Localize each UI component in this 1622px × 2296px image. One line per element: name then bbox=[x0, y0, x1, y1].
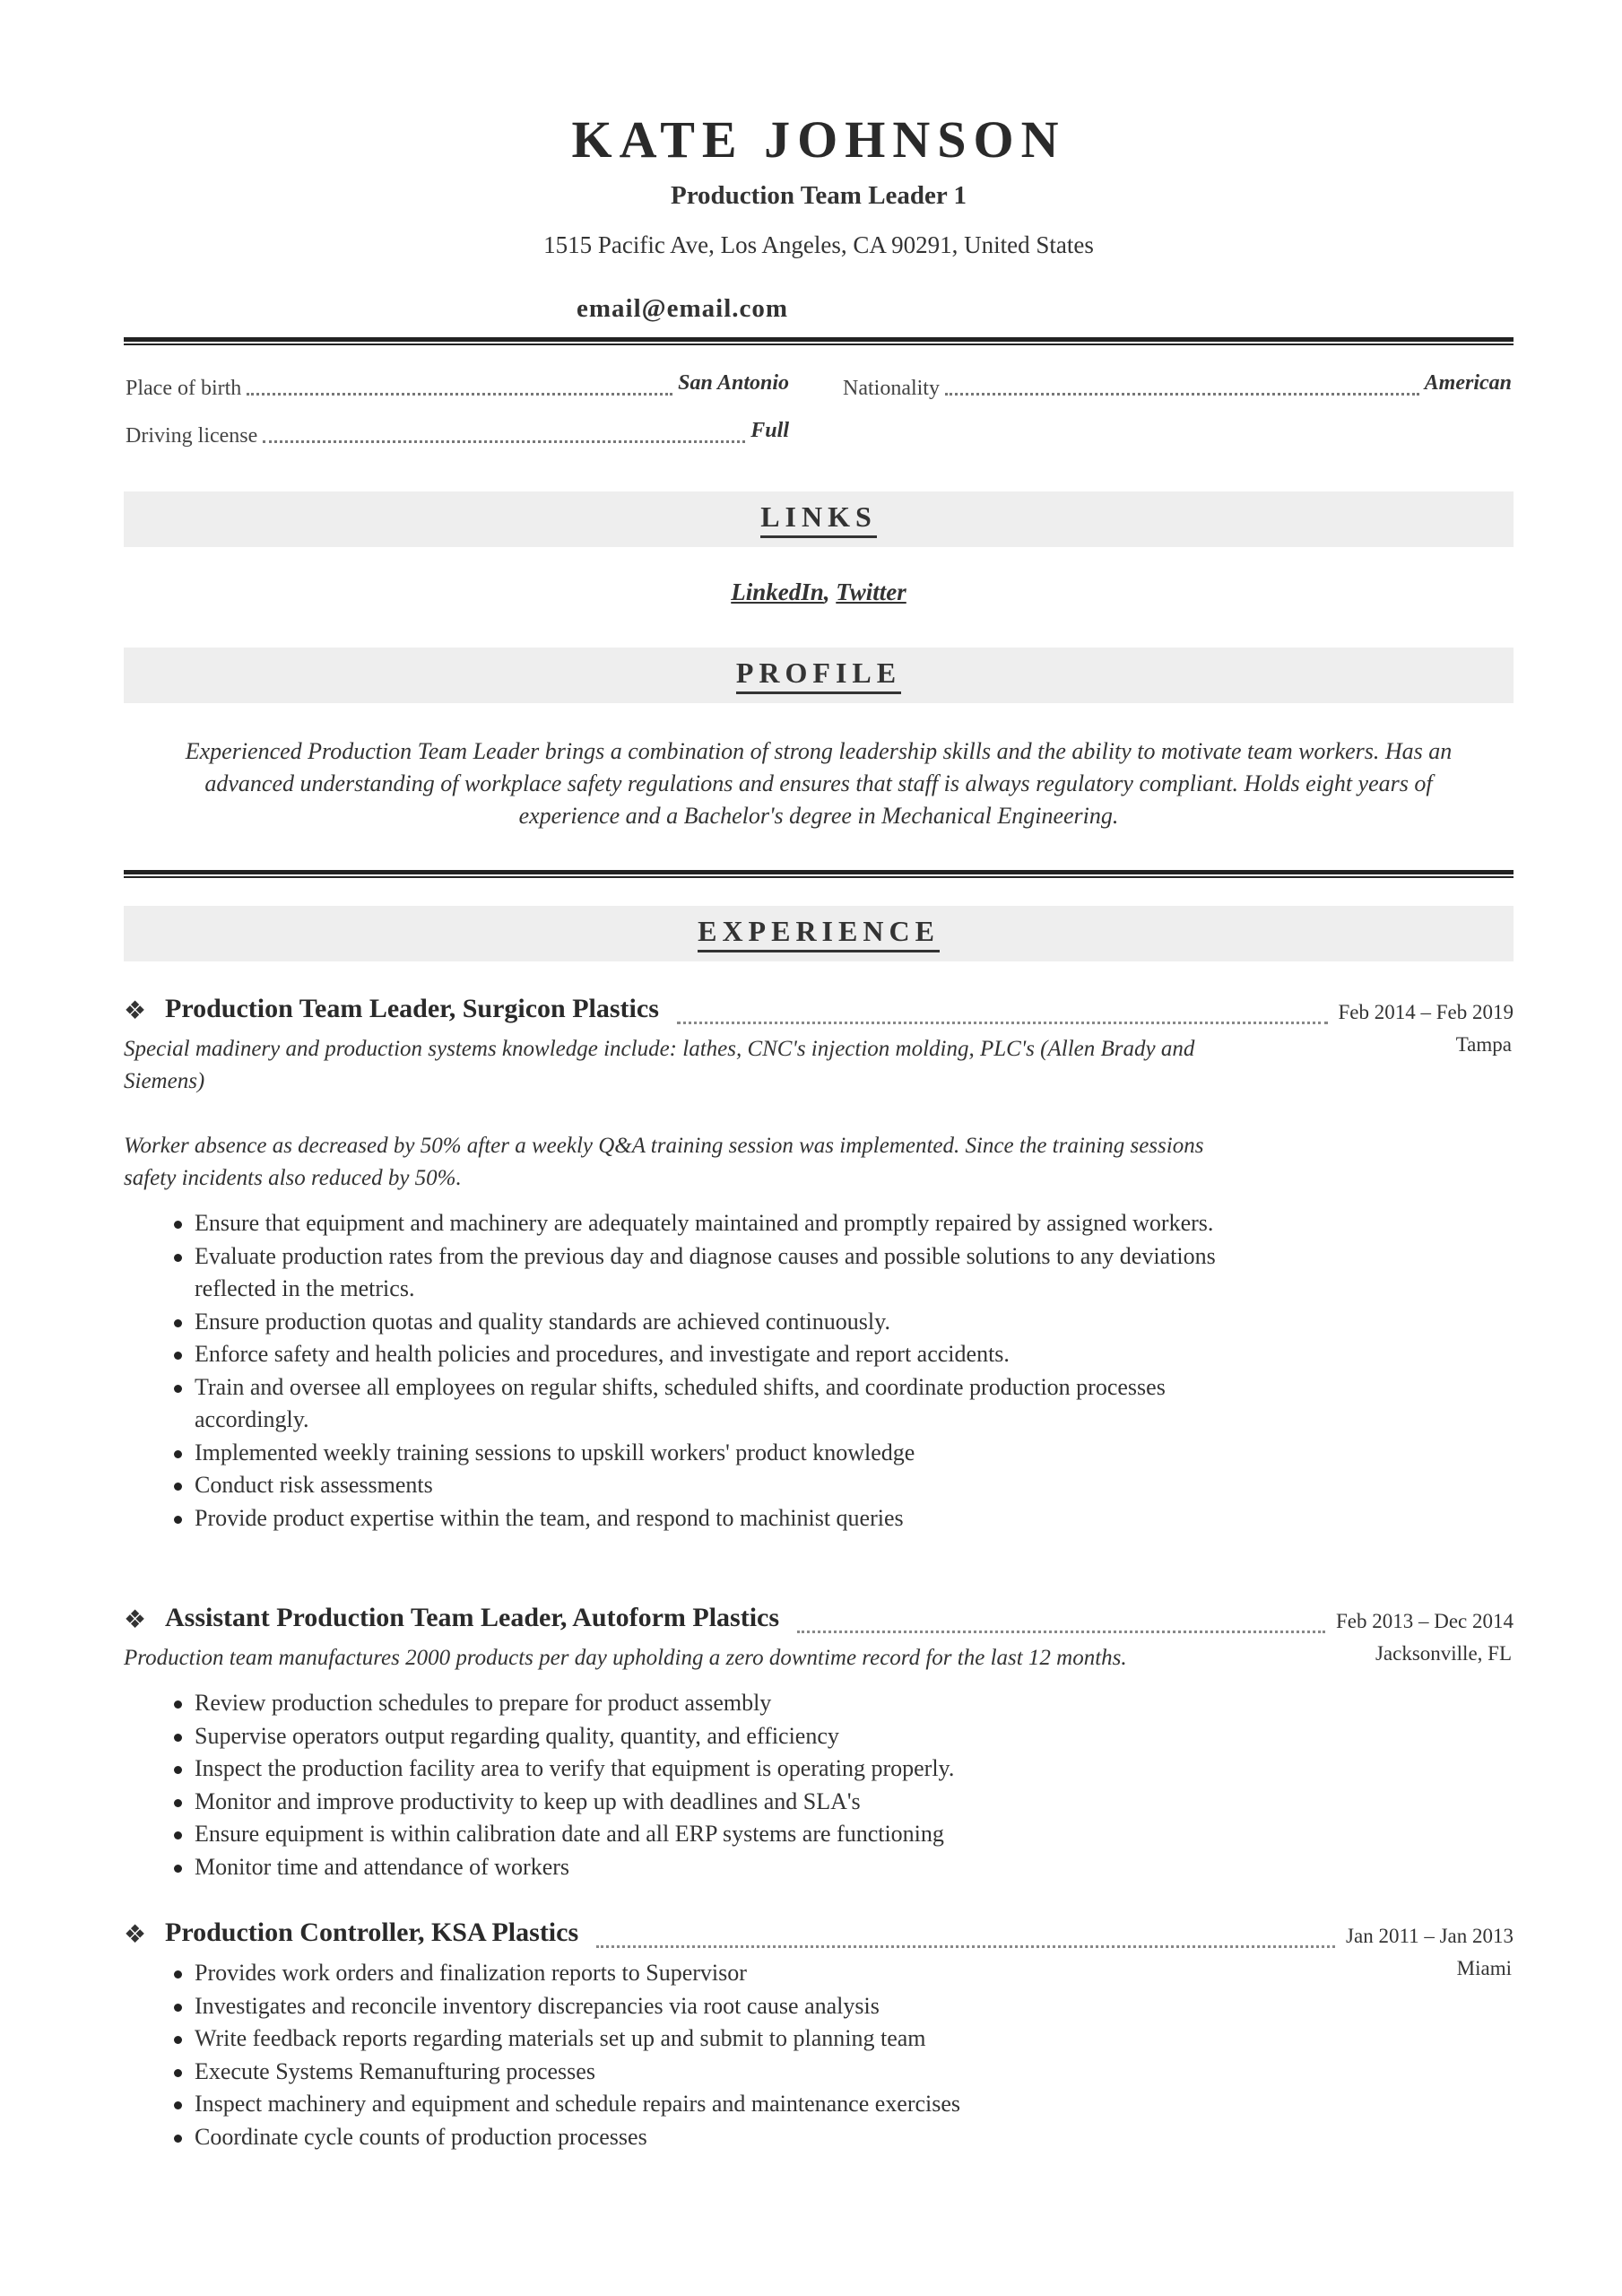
job-title: Production Team Leader 1 bbox=[670, 181, 967, 210]
job-entry bbox=[124, 1918, 1514, 2153]
job-entry bbox=[124, 994, 1514, 1535]
list-item: Provides work orders and finalization reports to Supervisor bbox=[124, 1957, 1280, 1990]
list-item: Inspect the production facility area to verify that equipment is operating properly. bbox=[124, 1752, 1280, 1786]
link-separator: , bbox=[823, 578, 830, 605]
job-dates: Feb 2013 – Dec 2014 bbox=[1335, 1610, 1514, 1632]
divider bbox=[124, 337, 1514, 345]
profile-section-header bbox=[124, 648, 1514, 703]
job-location: Miami bbox=[1456, 1957, 1512, 1979]
job-location: Jacksonville, FL bbox=[1375, 1642, 1512, 1665]
job-dates: Feb 2014 – Feb 2019 bbox=[1338, 1001, 1514, 1023]
job-bullets bbox=[124, 1207, 1514, 1535]
list-item: Monitor and improve productivity to keep up with deadlines and SLA's bbox=[124, 1786, 1280, 1819]
job-entry-title: Assistant Production Team Leader, Autoform Plastics bbox=[165, 1603, 780, 1632]
linkedin-link[interactable]: LinkedIn bbox=[731, 578, 824, 605]
candidate-name: KATE JOHNSON bbox=[571, 110, 1066, 169]
profile-summary: Experienced Production Team Leader brings a combination of strong leadership skills and the ability to motivate team workers. Has an advanced understanding of workplace safety regulations and ensures that staff is always regulatory compliant. Holds eight years of experience and a Bachelor's degree in Mechanical Engineering. bbox=[185, 738, 1453, 829]
links-list bbox=[124, 578, 1514, 606]
driving-license-label: Driving license bbox=[126, 424, 258, 448]
list-item: Supervise operators output regarding quality, quantity, and efficiency bbox=[124, 1720, 1280, 1753]
nationality-label: Nationality bbox=[843, 377, 940, 400]
list-item: Evaluate production rates from the previous day and diagnose causes and possible solutions to any deviations reflected in the metrics. bbox=[124, 1240, 1280, 1306]
list-item: Ensure that equipment and machinery are adequately maintained and promptly repaired by assigned workers. bbox=[124, 1207, 1280, 1240]
job-description: Worker absence as decreased by 50% after a weekly Q&A training session was implemented. Since the training sessions safety incidents also reduced by 50%. bbox=[124, 1134, 1204, 1190]
job-entry-title: Production Controller, KSA Plastics bbox=[165, 1918, 579, 1947]
list-item: Execute Systems Remanufturing processes bbox=[124, 2056, 1280, 2089]
links-heading: LINKS bbox=[760, 500, 877, 538]
driving-license-value: Full bbox=[750, 419, 789, 442]
list-item: Coordinate cycle counts of production processes bbox=[124, 2121, 1280, 2154]
list-item: Review production schedules to prepare for product assembly bbox=[124, 1687, 1280, 1720]
profile-heading: PROFILE bbox=[736, 657, 901, 694]
job-dates: Jan 2011 – Jan 2013 bbox=[1346, 1925, 1514, 1947]
list-item: Monitor time and attendance of workers bbox=[124, 1851, 1280, 1884]
job-description: Special madinery and production systems knowledge include: lathes, CNC's injection molding, PLC's (Allen Brady and Siemens) bbox=[124, 1037, 1195, 1093]
diamond-bullet-icon: ❖ bbox=[124, 1606, 147, 1634]
list-item: Conduct risk assessments bbox=[124, 1469, 1280, 1502]
job-entry bbox=[124, 1603, 1514, 1883]
diamond-bullet-icon: ❖ bbox=[124, 1921, 147, 1949]
place-of-birth-value: San Antonio bbox=[678, 371, 789, 395]
job-description: Production team manufactures 2000 products per day upholding a zero downtime record for the last 12 months. bbox=[124, 1646, 1127, 1670]
links-section-header bbox=[124, 491, 1514, 547]
divider bbox=[124, 870, 1514, 878]
job-entry-title: Production Team Leader, Surgicon Plastics bbox=[165, 994, 659, 1023]
list-item: Enforce safety and health policies and procedures, and investigate and report accidents. bbox=[124, 1338, 1280, 1371]
list-item: Investigates and reconcile inventory discrepancies via root cause analysis bbox=[124, 1990, 1280, 2023]
list-item: Write feedback reports regarding materials set up and submit to planning team bbox=[124, 2022, 1280, 2056]
job-location: Tampa bbox=[1455, 1033, 1512, 1056]
place-of-birth-row bbox=[126, 371, 789, 401]
experience-section-header bbox=[124, 906, 1514, 961]
experience-heading: EXPERIENCE bbox=[698, 915, 940, 952]
list-item: Provide product expertise within the team, and respond to machinist queries bbox=[124, 1502, 1280, 1535]
driving-license-row bbox=[126, 419, 789, 448]
diamond-bullet-icon: ❖ bbox=[124, 997, 147, 1025]
nationality-value: American bbox=[1424, 371, 1512, 395]
list-item: Inspect machinery and equipment and schedule repairs and maintenance exercises bbox=[124, 2088, 1280, 2121]
list-item: Train and oversee all employees on regular shifts, scheduled shifts, and coordinate production processes accordingly. bbox=[124, 1371, 1280, 1437]
list-item: Ensure production quotas and quality standards are achieved continuously. bbox=[124, 1306, 1280, 1339]
email[interactable]: email@email.com bbox=[577, 294, 789, 323]
nationality-row bbox=[843, 371, 1512, 401]
twitter-link[interactable]: Twitter bbox=[836, 578, 906, 605]
job-bullets bbox=[124, 1957, 1514, 2153]
list-item: Ensure equipment is within calibration date and all ERP systems are functioning bbox=[124, 1818, 1280, 1851]
address: 1515 Pacific Ave, Los Angeles, CA 90291, United States bbox=[543, 231, 1094, 258]
job-bullets bbox=[124, 1687, 1514, 1883]
place-of-birth-label: Place of birth bbox=[126, 377, 242, 400]
list-item: Implemented weekly training sessions to upskill workers' product knowledge bbox=[124, 1437, 1280, 1470]
